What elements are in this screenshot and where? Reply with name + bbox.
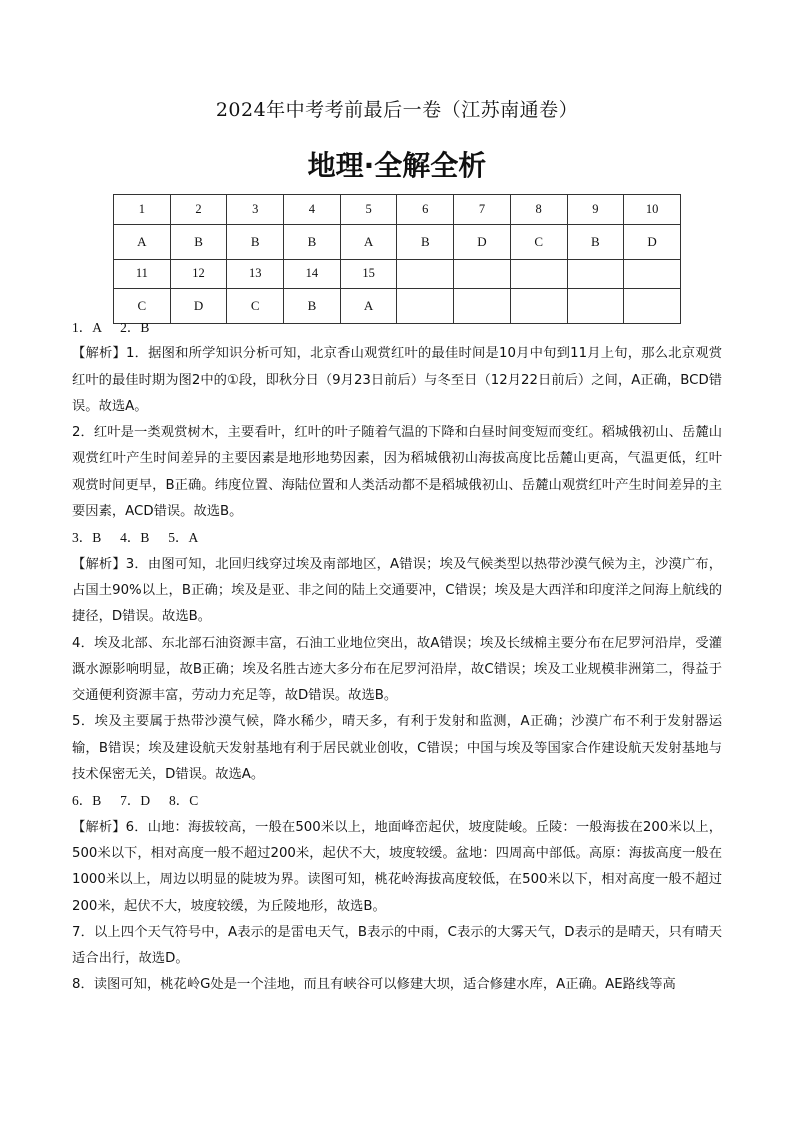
table-cell [624,259,681,289]
table-cell: 1 [114,195,171,225]
table-cell: 4 [284,195,341,225]
table-cell [510,259,567,289]
table-cell: D [454,224,511,259]
answer-line-1-2: 1．A 2．B [72,320,150,335]
table-cell: B [397,224,454,259]
table-cell [567,259,624,289]
explanation-paragraph: 【解析】1．据图和所学知识分析可知，北京香山观赏红叶的最佳时间是10月中旬到11月上旬，那么北京观赏红叶的最佳时期为图2中的①段，即秋分日（9月23日前后）与冬至日（12月22日前后）之间，A正确，BCD错误。故选A。 [72,346,722,414]
explanation-paragraph: 2．红叶是一类观赏树木，主要看叶，红叶的叶子随着气温的下降和白昼时间变短而变红。稻城俄初山、岳麓山观赏红叶产生时间差异的主要因素是地形地势因素，因为稻城俄初山海拔高度比岳麓山更高，气温更低，红叶观赏时间更早，B正确。纬度位置、海陆位置和人类活动都不是稻城俄初山、岳麓山观赏红叶产生时间差异的主要因素，ACD错误。故选B。 [72,425,722,520]
answer-table [113,194,681,324]
table-cell: 9 [567,195,624,225]
table-cell: D [170,289,227,324]
table-cell: C [114,289,171,324]
table-cell [454,259,511,289]
explanation-paragraph: 5．埃及主要属于热带沙漠气候，降水稀少，晴天多，有利于发射和监测，A正确；沙漠广布不利于发射器运输，B错误；埃及建设航天发射基地有利于居民就业创收，C错误；中国与埃及等国家合作建设航天发射基地与技术保密无关，D错误。故选A。 [72,714,722,783]
table-cell: A [340,289,397,324]
answer-line-3-5: 3．B 4．B 5．A [72,530,199,546]
table-cell: B [284,224,341,259]
table-cell: B [567,224,624,259]
document-title: 2024年中考考前最后一卷（江苏南通卷） [215,99,579,121]
table-cell: C [227,289,284,324]
document-subtitle: 地理·全解全析 [307,149,487,182]
table-cell: 5 [340,195,397,225]
table-cell: 6 [397,195,454,225]
table-cell [397,259,454,289]
explanation-paragraph: 【解析】6．山地：海拔较高，一般在500米以上，地面峰峦起伏，坡度陡峻。丘陵：一般海拔在200米以上，500米以下，相对高度一般不超过200米，起伏不大，坡度较缓。盆地：四周高中部低。高原：海拔高度一般在1000米以上，周边以明显的陡坡为界。读图可知，桃花岭海拔高度较低，在500米以下，相对高度一般不超过200米，起伏不大，坡度较缓，为丘陵地形，故选B。 [72,819,722,914]
table-cell: 11 [114,259,171,289]
table-cell: B [170,224,227,259]
table-cell: 2 [170,195,227,225]
table-cell: D [624,224,681,259]
table-cell: C [510,224,567,259]
explanation-paragraph: 8．读图可知，桃花岭G处是一个洼地，而且有峡谷可以修建大坝，适合修建水库，A正确。AE路线等高 [72,977,676,993]
table-cell: 8 [510,195,567,225]
table-cell: A [114,224,171,259]
table-cell: 13 [227,259,284,289]
table-cell: 3 [227,195,284,225]
table-cell: A [340,224,397,259]
table-row-question-numbers-1 [114,195,681,225]
explanation-paragraph: 4．埃及北部、东北部石油资源丰富，石油工业地位突出，故A错误；埃及长绒棉主要分布在尼罗河沿岸，受灌溉水源影响明显，故B正确；埃及名胜古迹大多分布在尼罗河沿岸，故C错误；埃及工业规模非洲第二，得益于交通便利资源丰富，劳动力充足等，故D错误。故选B。 [72,635,722,704]
answer-line-6-8: 6．B 7．D 8．C [72,793,199,809]
table-cell: 7 [454,195,511,225]
table-row-question-numbers-2 [114,259,681,289]
table-cell: 14 [284,259,341,289]
table-cell: 12 [170,259,227,289]
table-cell: B [227,224,284,259]
table-cell: B [284,289,341,324]
explanation-body [72,315,722,999]
table-cell: 10 [624,195,681,225]
table-row-answers-1 [114,224,681,259]
explanation-paragraph: 【解析】3．由图可知，北回归线穿过埃及南部地区，A错误；埃及气候类型以热带沙漠气候为主，沙漠广布，占国土90%以上，B正确；埃及是亚、非之间的陆上交通要冲，C错误；埃及是大西洋和印度洋之间海上航线的捷径，D错误。故选B。 [72,556,722,625]
explanation-paragraph: 7．以上四个天气符号中，A表示的是雷电天气，B表示的中雨，C表示的大雾天气，D表示的是晴天，只有晴天适合出行，故选D。 [72,924,722,967]
table-cell: 15 [340,259,397,289]
